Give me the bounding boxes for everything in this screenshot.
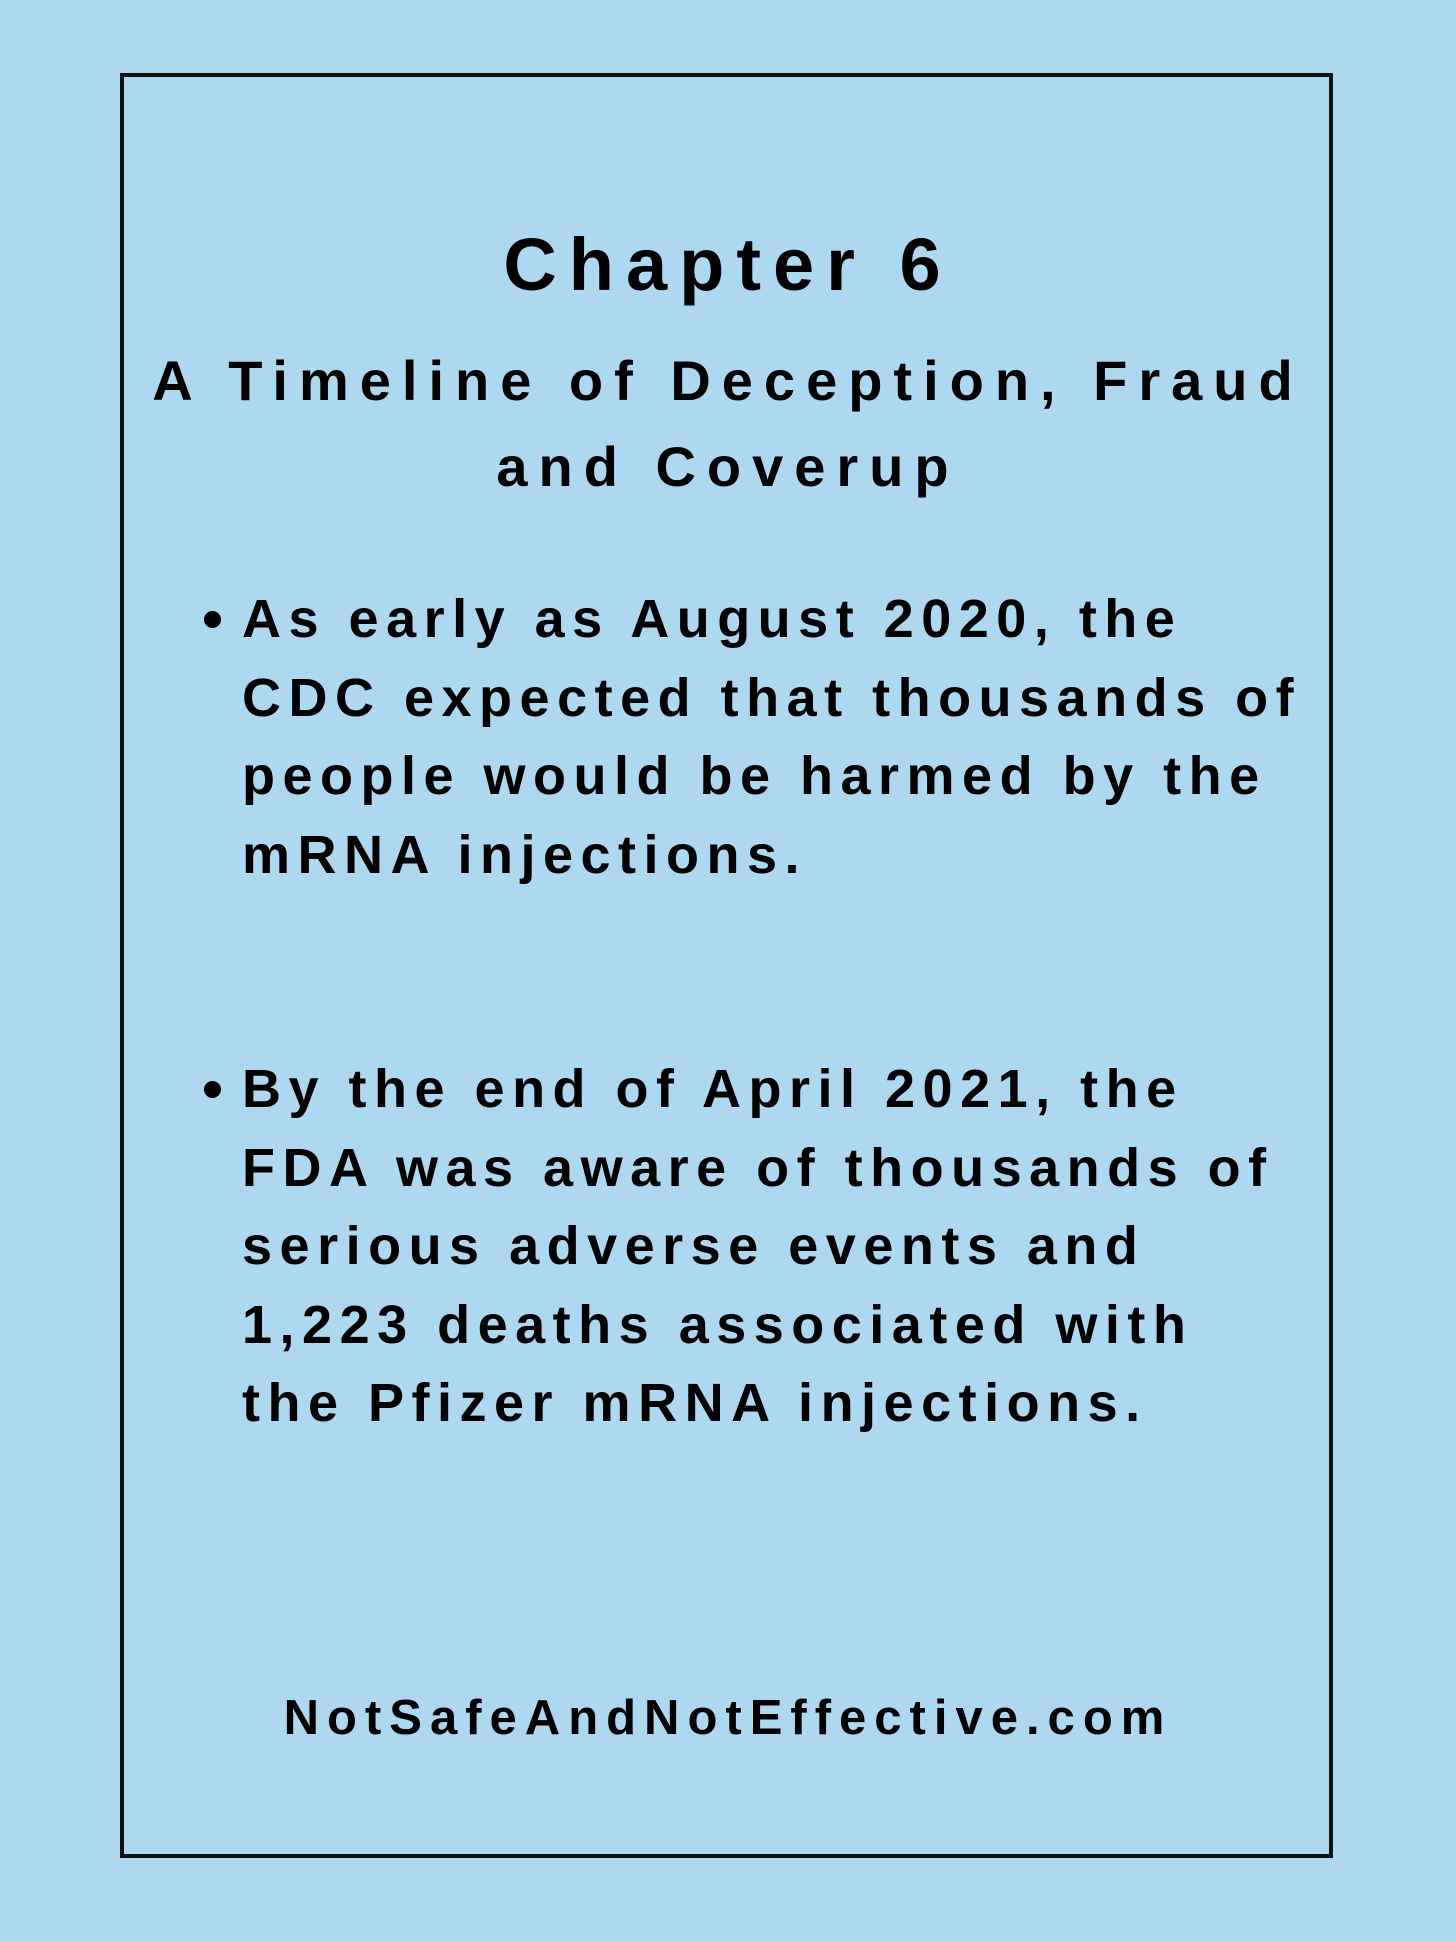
chapter-title: A Timeline of Deception, Fraud and Coverup	[152, 349, 1304, 498]
bullet-text: By the end of April 2021, the FDA was aware of thousands of serious adverse events and 1,223 deaths associated with the Pfizer mRNA injections.	[242, 1059, 1274, 1433]
bullet-dot-icon	[204, 611, 221, 628]
bullet-dot-icon	[204, 1081, 221, 1098]
bullet-item	[190, 580, 1310, 894]
bullet-text: As early as August 2020, the CDC expected that thousands of people would be harmed by the mRNA injections.	[242, 589, 1302, 885]
chapter-label: Chapter 6	[503, 223, 953, 306]
bullet-item	[190, 1050, 1310, 1443]
bullet-list-1	[190, 580, 1310, 894]
website-url: NotSafeAndNotEffective.com	[283, 1691, 1173, 1745]
bullet-list-2	[190, 1050, 1310, 1443]
